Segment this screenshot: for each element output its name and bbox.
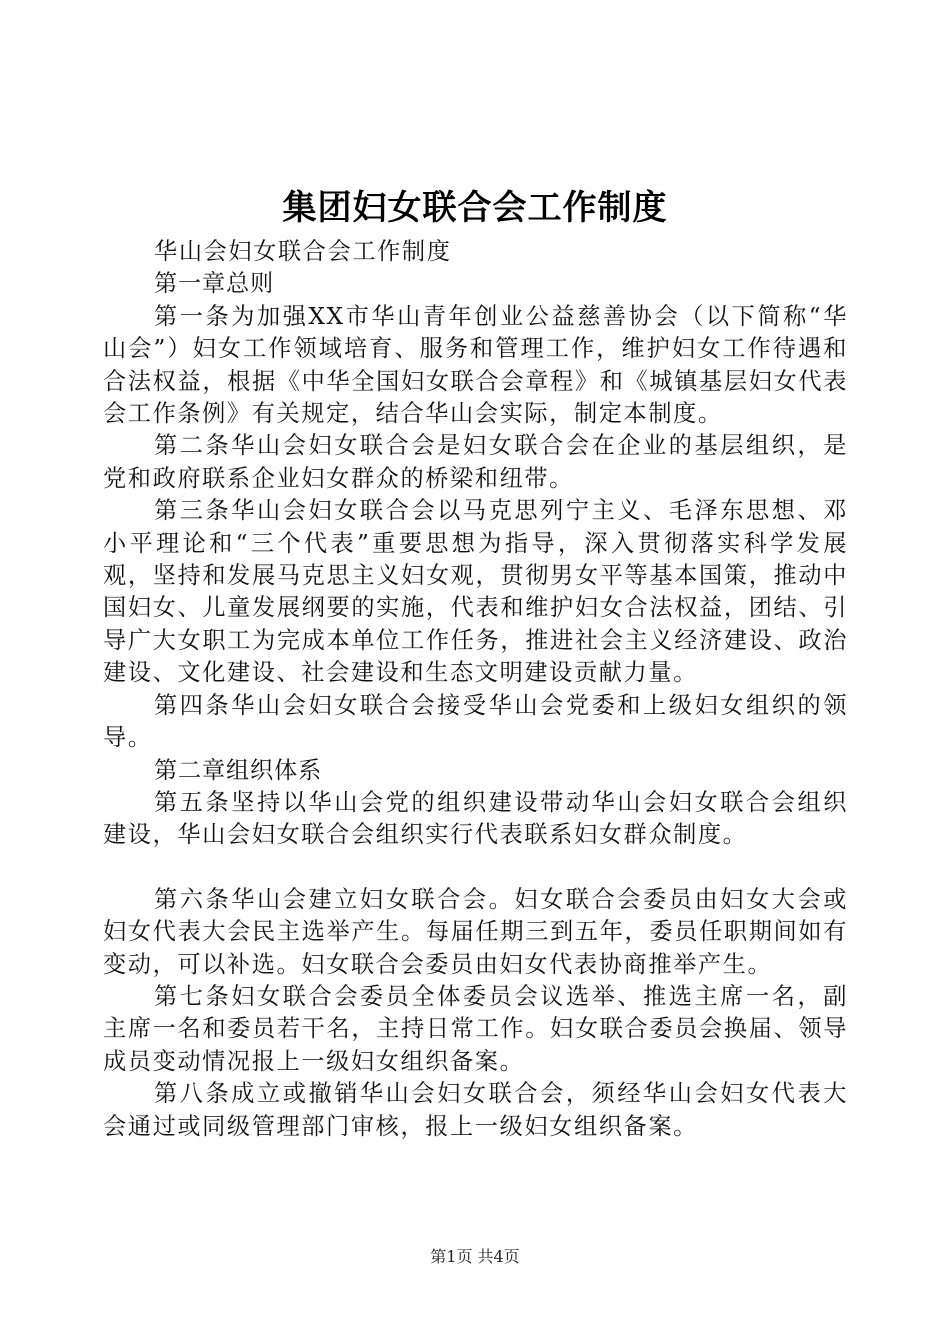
article-8: 第八条成立或撤销华山会妇女联合会，须经华山会妇女代表大会通过或同级管理部门审核，报上一级妇女组织备案。 <box>103 1080 848 1140</box>
chapter-heading-1: 第一章总则 <box>154 270 274 298</box>
document-body <box>103 236 848 1143</box>
article-6: 第六条华山会建立妇女联合会。妇女联合会委员由妇女大会或妇女代表大会民主选举产生。每届任期三到五年，委员任职期间如有变动，可以补选。妇女联合会委员由妇女代表协商推举产生。 <box>103 885 848 978</box>
page-number: 第1页 共4页 <box>430 1247 520 1266</box>
document-title: 集团妇女联合会工作制度 <box>282 188 668 228</box>
article-1: 第一条为加强XX市华山青年创业公益慈善协会（以下简称“华山会”）妇女工作领域培育、服务和管理工作，维护妇女工作待遇和合法权益，根据《中华全国妇女联合会章程》和《城镇基层妇女代表会工作条例》有关规定，结合华山会实际，制定本制度。 <box>103 302 848 428</box>
article-7: 第七条妇女联合会委员全体委员会议选举、推选主席一名，副主席一名和委员若干名，主持日常工作。妇女联合委员会换届、领导成员变动情况报上一级妇女组织备案。 <box>103 982 848 1075</box>
article-5: 第五条坚持以华山会党的组织建设带动华山会妇女联合会组织建设，华山会妇女联合会组织实行代表联系妇女群众制度。 <box>103 788 848 849</box>
article-2: 第二条华山会妇女联合会是妇女联合会在企业的基层组织，是党和政府联系企业妇女群众的桥梁和纽带。 <box>103 432 848 492</box>
chapter-heading-2: 第二章组织体系 <box>154 756 322 784</box>
article-3: 第三条华山会妇女联合会以马克思列宁主义、毛泽东思想、邓小平理论和“三个代表”重要思想为指导，深入贯彻落实科学发展观，坚持和发展马克思主义妇女观，贯彻男女平等基本国策，推动中国妇女、儿童发展纲要的实施，代表和维护妇女合法权益，团结、引导广大女职工为完成本单位工作任务，推进社会主义经济建设、政治建设、文化建设、社会建设和生态文明建设贡献力量。 <box>103 497 848 687</box>
document-subtitle: 华山会妇女联合会工作制度 <box>154 238 452 265</box>
article-4: 第四条华山会妇女联合会接受华山会党委和上级妇女组织的领导。 <box>103 691 848 752</box>
